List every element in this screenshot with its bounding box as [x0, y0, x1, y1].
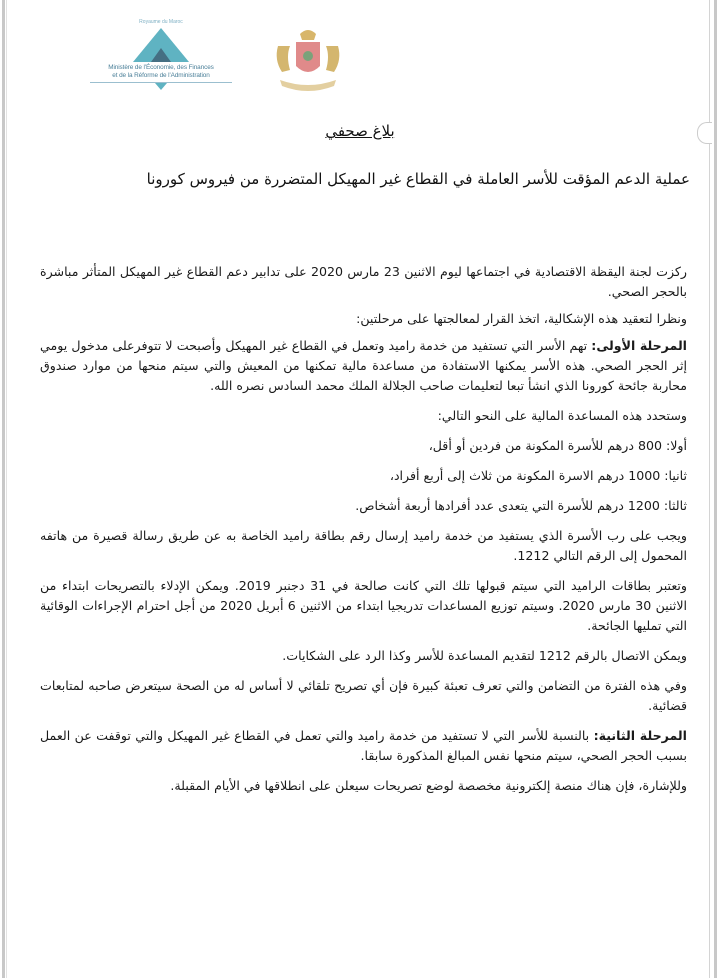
paragraph-amounts-intro: وستحدد هذه المساعدة المالية على النحو التالي: [437, 408, 687, 423]
page-edge-left-inner [6, 0, 7, 978]
paragraph-intro: ركزت لجنة اليقظة الاقتصادية في اجتماعها ليوم الاثنين 23 مارس 2020 على تدابير دعم القطاع غير المهيكل المتأثر مباشرة بالحجر الصحي. [40, 264, 687, 299]
ministry-triangle-small-icon [151, 83, 171, 91]
kingdom-label: Royaume du Maroc [139, 19, 183, 25]
paragraph-dates: وتعتبر بطاقات الراميد التي سيتم قبولها تلك التي كانت صالحة في 31 دجنبر 2019. ويمكن الإدلاء بالتصريحات ابتداء من الاثنين 30 مارس 2020. وسيتم توزيع المساعدات تدريجيا ابتداء من الاثنين 6 أبريل 2020 من أجل احترام الإجراءات الوقائية التي تمليها الجائحة. [40, 578, 687, 633]
page-edge-left [2, 0, 5, 978]
side-panel-handle[interactable] [697, 122, 712, 144]
paragraph-warning: وفي هذه الفترة من التضامن والتي تعرف تعبئة كبيرة فإن أي تصريح تلقائي لا أساس له من الصحة سيتعرض صاحبه لمتابعات قضائية. [40, 678, 687, 713]
document-title: بلاغ صحفي [325, 122, 395, 140]
ministry-logo-left [86, 14, 236, 94]
page-edge-right-inner [709, 0, 710, 978]
ministry-triangle-icon [121, 26, 201, 64]
phase-one-label: المرحلة الأولى: [591, 338, 688, 353]
ministry-name-line2: et de la Réforme de l'Administration [112, 72, 210, 79]
phase-two-label: المرحلة الثانية: [593, 728, 687, 743]
paragraph-platform-note: وللإشارة، فإن هناك منصة إلكترونية مخصصة لوضع تصريحات سيعلن على انطلاقها في الأيام المقبلة. [170, 778, 687, 793]
document-body [40, 262, 687, 806]
paragraph-sms-instructions: ويجب على رب الأسرة الذي يستفيد من خدمة راميد إرسال رقم بطاقة راميد الخاصة به عن طريق رسالة قصيرة من هاتفه المحمول إلى الرقم التالي 1212. [40, 528, 687, 563]
amount-item-1: أولا: 800 درهم للأسرة المكونة من فردين أو أقل، [428, 438, 687, 453]
ministry-name-line1: Ministère de l'Économie, des Finances [108, 64, 214, 71]
phase-one-text: تهم الأسر التي تستفيد من خدمة راميد وتعمل في القطاع غير المهيكل وأصبحت لا تتوفرعلى مدخول يومي إثر الحجر الصحي. هذه الأسر يمكنها الاستفادة من مساعدة مالية تمكنها من المعيش والتي سيتم منحها من موارد صندوق محاربة جائحة كورونا الذي انشأ تبعا لتعليمات صاحب الجلالة الملك محمد السادس نصره الله. [40, 338, 687, 393]
paragraph-phase-two [40, 726, 687, 766]
coat-of-arms-icon [266, 26, 350, 96]
phase-two-text: بالنسبة للأسر التي لا تستفيد من خدمة راميد والتي تعمل في القطاع غير المهيكل والتي توقفت عن العمل بسبب الحجر الصحي، سيتم منحها نفس المبالغ المذكورة سابقا. [40, 728, 687, 763]
document-subtitle: عملية الدعم المؤقت للأسر العاملة في القطاع غير المهيكل المتضررة من فيروس كورونا [146, 170, 690, 188]
page-edge-right [714, 0, 717, 978]
paragraph-two-phases: ونظرا لتعقيد هذه الإشكالية، اتخذ القرار لمعالجتها على مرحلتين: [356, 311, 687, 326]
amount-item-3: ثالثا: 1200 درهم للأسرة التي يتعدى عدد أفرادها أربعة أشخاص. [355, 498, 687, 513]
paragraph-contact: ويمكن الاتصال بالرقم 1212 لتقديم المساعدة للأسر وكذا الرد على الشكايات. [282, 648, 687, 663]
paragraph-phase-one [40, 336, 687, 396]
amount-item-2: ثانيا: 1000 درهم الاسرة المكونة من ثلاث إلى أربع أفراد، [389, 468, 687, 483]
